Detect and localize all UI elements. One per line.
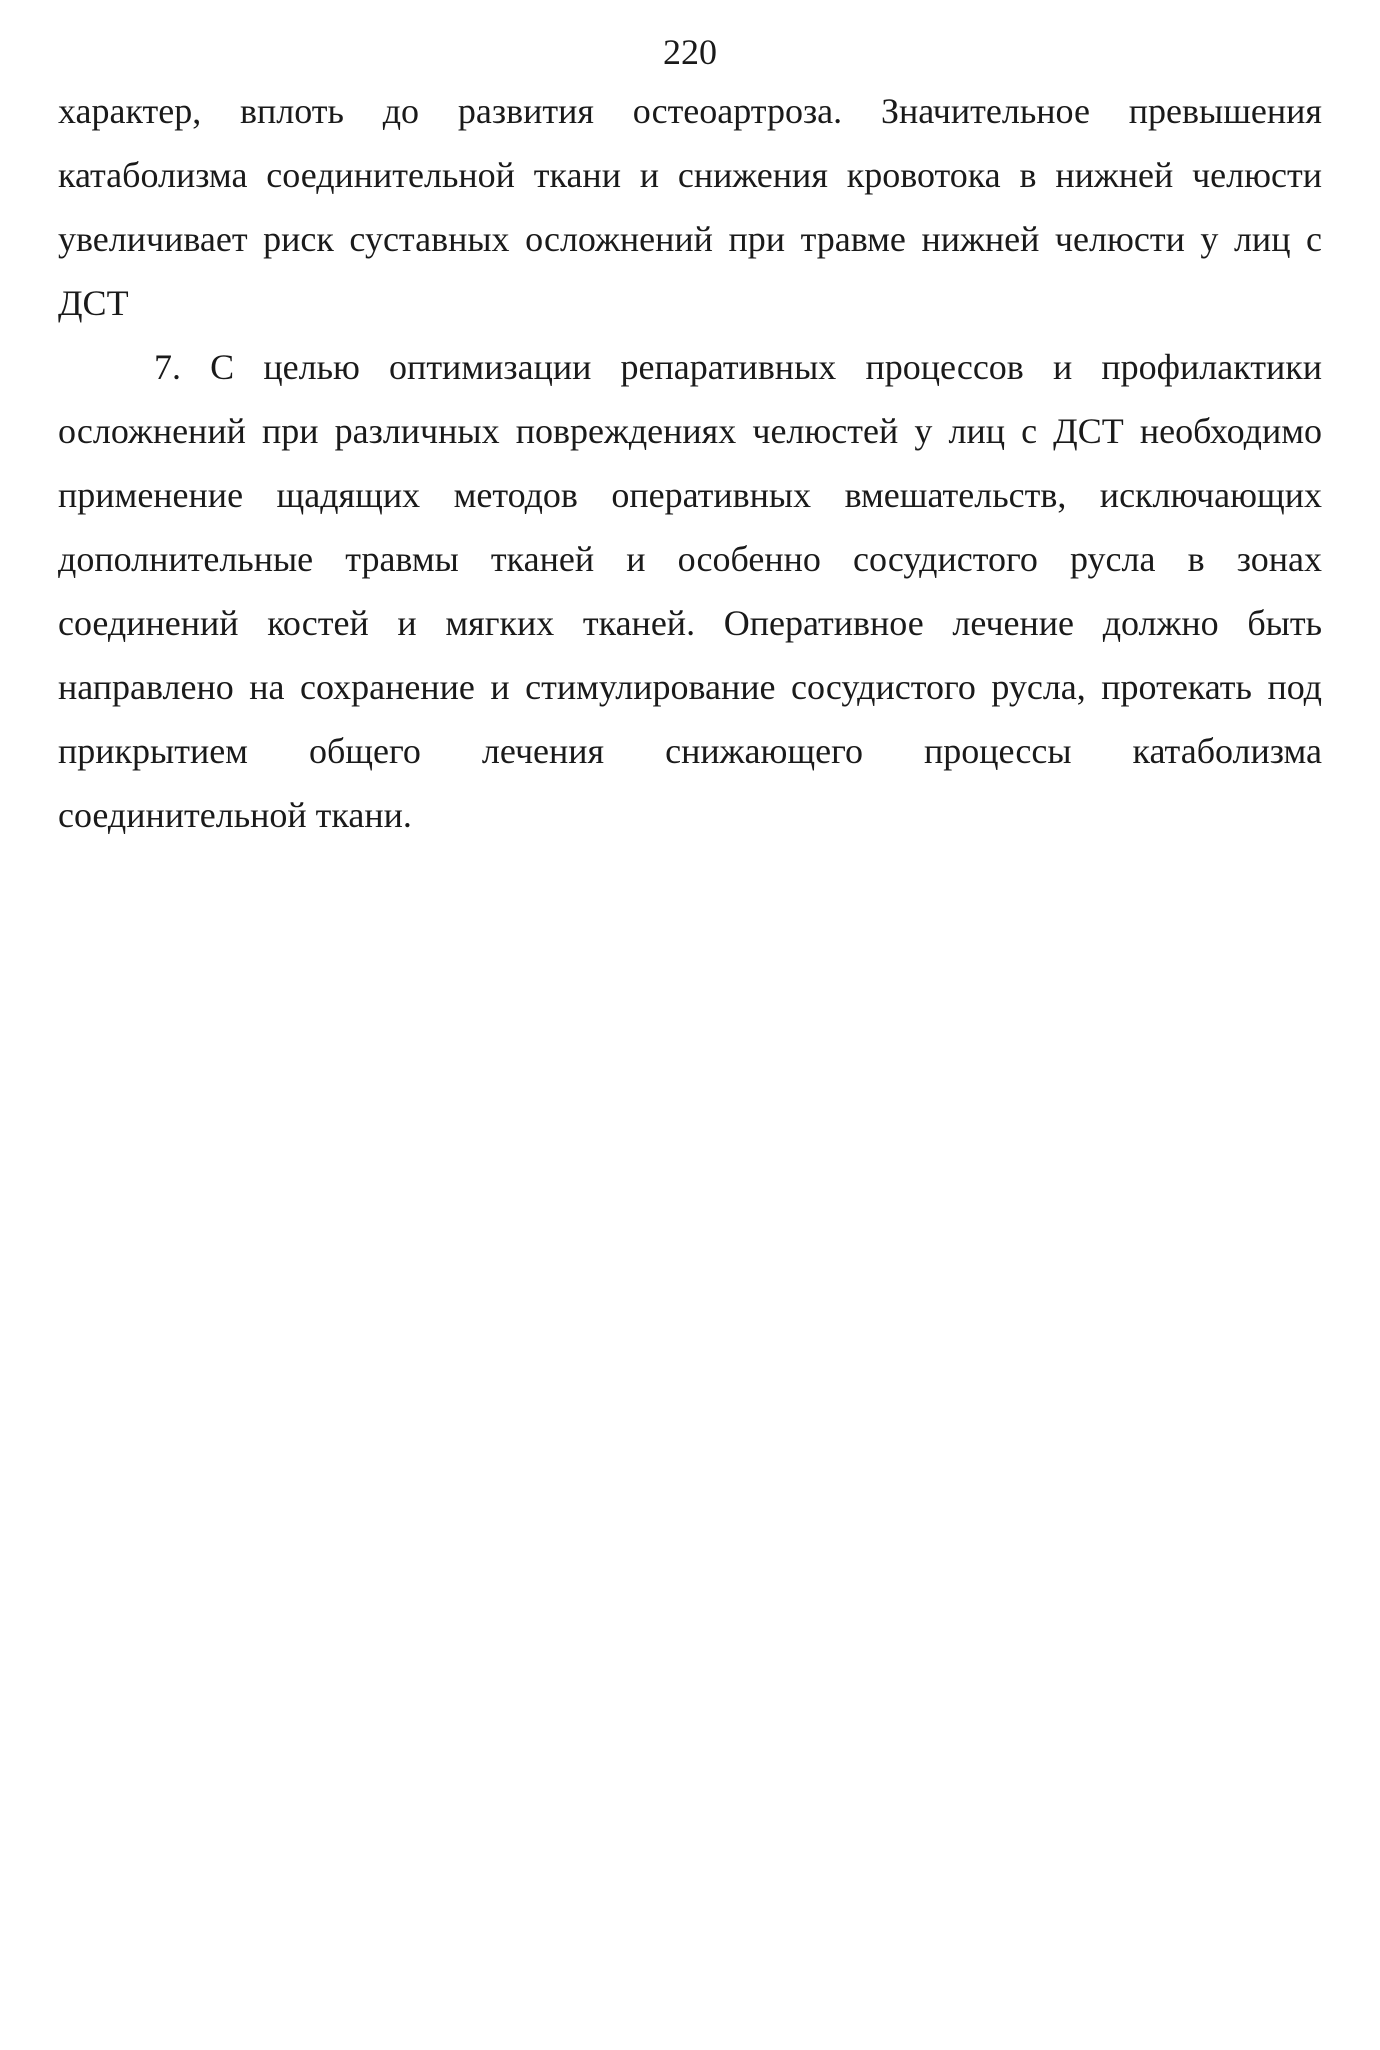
body-text [58,79,1322,847]
text-line: применение щадящих методов оперативных вмешательств, исключающих [58,475,1322,515]
paragraph-first-line: 7. С целью оптимизации репаративных процессов и профилактики [154,347,1322,387]
text-line: увеличивает риск суставных осложнений при травме нижней челюсти у лиц с [58,219,1322,259]
text-line: направлено на сохранение и стимулирование сосудистого русла, протекать под [58,667,1322,707]
page-number: 220 [663,32,717,72]
text-line: соединительной ткани. [58,795,412,835]
text-line: соединений костей и мягких тканей. Оперативное лечение должно быть [58,603,1322,643]
text-line: ДСТ [58,283,129,323]
text-line: дополнительные травмы тканей и особенно сосудистого русла в зонах [58,539,1322,579]
text-line: катаболизма соединительной ткани и снижения кровотока в нижней челюсти [58,155,1322,195]
text-line: характер, вплоть до развития остеоартроза. Значительное превышения [58,91,1322,131]
text-line: осложнений при различных повреждениях челюстей у лиц с ДСТ необходимо [58,411,1322,451]
text-line: прикрытием общего лечения снижающего процессы катаболизма [58,731,1322,771]
